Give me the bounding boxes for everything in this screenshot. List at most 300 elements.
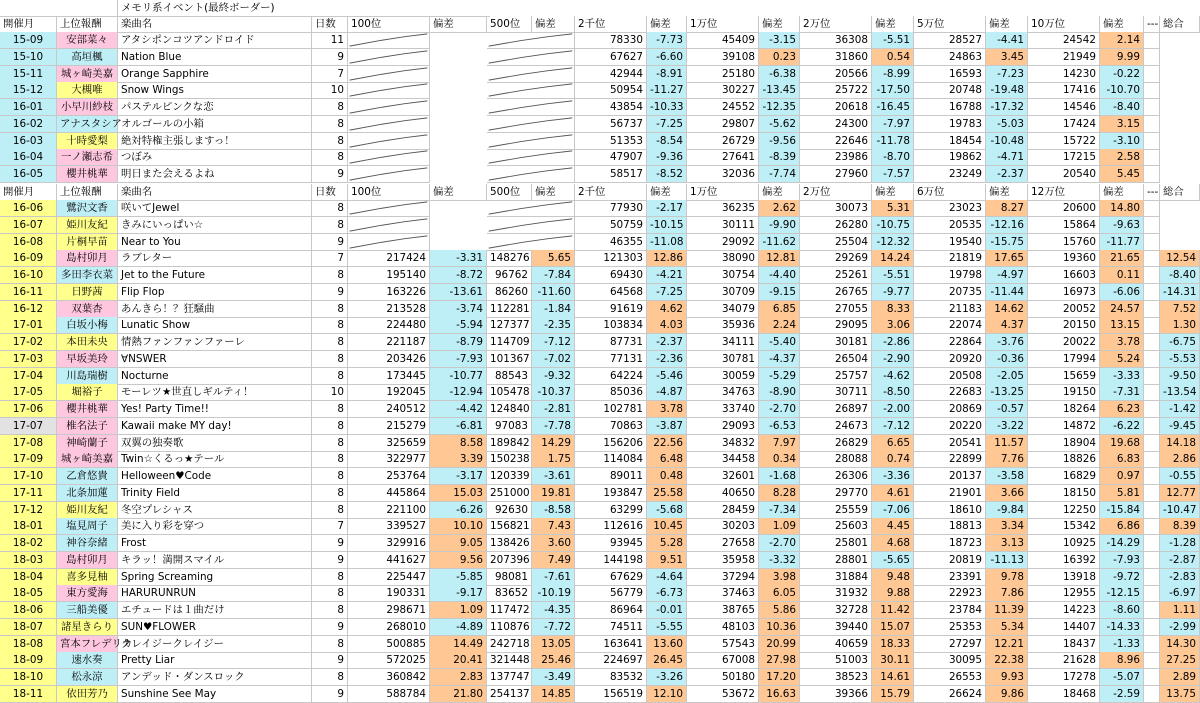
song-title-cell[interactable]: オルゴールの小箱 [118,116,312,133]
border-score-cell[interactable]: 24552 [687,99,759,116]
deviation-cell[interactable]: 3.66 [986,485,1028,502]
month-cell[interactable]: 16-03 [0,133,57,150]
deviation-cell[interactable]: -7.93 [1100,552,1144,569]
month-cell[interactable]: 18-01 [0,518,57,535]
border-score-cell[interactable]: 114084 [575,451,647,468]
deviation-cell[interactable]: -7.61 [532,569,575,586]
month-cell[interactable]: 16-05 [0,166,57,183]
song-title-cell[interactable]: Orange Sapphire [118,66,312,83]
deviation-cell[interactable]: 15.07 [872,619,914,636]
deviation-cell[interactable]: 25.46 [532,652,575,669]
idol-name-cell[interactable]: 島村卯月 [57,250,118,267]
deviation-cell[interactable]: -9.63 [1100,217,1144,234]
border-score-cell[interactable]: 26280 [800,217,872,234]
total-deviation-cell[interactable]: -14.31 [1160,284,1200,301]
border-score-cell[interactable]: 148276 [487,250,532,267]
border-score-cell[interactable]: 20735 [914,284,986,301]
deviation-cell[interactable]: 25.58 [647,485,687,502]
deviation-cell[interactable]: -6.53 [759,418,800,435]
deviation-cell[interactable]: -0.36 [986,351,1028,368]
deviation-cell[interactable]: -9.77 [872,284,914,301]
border-score-cell[interactable]: 87731 [575,334,647,351]
border-score-cell[interactable]: 26306 [800,468,872,485]
header-cell[interactable]: 偏差 [986,16,1028,33]
border-score-cell[interactable]: 207396 [487,552,532,569]
deviation-cell[interactable]: 5.45 [1100,166,1144,183]
border-score-cell[interactable]: 112616 [575,518,647,535]
border-score-cell[interactable]: 50759 [575,217,647,234]
song-title-cell[interactable]: ラブレター [118,250,312,267]
border-score-cell[interactable]: 63299 [575,502,647,519]
border-score-cell[interactable]: 114709 [487,334,532,351]
header-cell[interactable]: 楽曲名 [118,184,312,201]
days-cell[interactable]: 8 [312,602,348,619]
deviation-cell[interactable]: -2.36 [647,351,687,368]
deviation-cell[interactable]: -4.64 [647,569,687,586]
trend-sparkline[interactable] [348,116,430,133]
deviation-cell[interactable]: 13.15 [1100,317,1144,334]
deviation-cell[interactable]: -8.91 [647,66,687,83]
deviation-cell[interactable]: -5.85 [430,569,487,586]
idol-name-cell[interactable]: 鷺沢文香 [57,200,118,217]
days-cell[interactable]: 8 [312,451,348,468]
song-title-cell[interactable]: Flip Flop [118,284,312,301]
song-title-cell[interactable]: アタシポンコツアンドロイド [118,32,312,49]
deviation-cell[interactable]: -6.22 [1100,418,1144,435]
border-score-cell[interactable]: 18904 [1028,435,1100,452]
deviation-cell[interactable]: -10.33 [647,99,687,116]
deviation-cell[interactable]: 12.86 [647,250,687,267]
border-score-cell[interactable]: 50180 [687,669,759,686]
song-title-cell[interactable]: アンデッド・ダンスロック [118,669,312,686]
deviation-cell[interactable]: -7.93 [430,351,487,368]
border-score-cell[interactable] [1144,133,1160,150]
border-score-cell[interactable]: 17416 [1028,82,1100,99]
border-score-cell[interactable] [1144,451,1160,468]
border-score-cell[interactable]: 572025 [348,652,430,669]
deviation-cell[interactable]: 20.99 [759,636,800,653]
days-cell[interactable]: 8 [312,334,348,351]
border-score-cell[interactable]: 298671 [348,602,430,619]
border-score-cell[interactable]: 445864 [348,485,430,502]
idol-name-cell[interactable]: 城ヶ崎美嘉 [57,451,118,468]
border-score-cell[interactable]: 85036 [575,384,647,401]
border-score-cell[interactable]: 25603 [800,518,872,535]
header-cell[interactable]: 1万位 [687,184,759,201]
border-score-cell[interactable] [1144,502,1160,519]
month-cell[interactable]: 17-10 [0,468,57,485]
deviation-cell[interactable]: -5.07 [1100,669,1144,686]
trend-sparkline[interactable] [348,133,430,150]
border-score-cell[interactable]: 19360 [1028,250,1100,267]
deviation-cell[interactable]: 9.88 [872,585,914,602]
border-score-cell[interactable]: 25722 [800,82,872,99]
border-score-cell[interactable]: 51353 [575,133,647,150]
deviation-cell[interactable]: -3.17 [430,468,487,485]
days-cell[interactable]: 7 [312,66,348,83]
deviation-cell[interactable]: 5.31 [872,200,914,217]
month-cell[interactable]: 16-10 [0,267,57,284]
deviation-cell[interactable]: -10.48 [986,133,1028,150]
song-title-cell[interactable]: Lunatic Show [118,317,312,334]
deviation-cell[interactable]: 8.28 [759,485,800,502]
border-score-cell[interactable]: 20748 [914,82,986,99]
border-score-cell[interactable]: 19540 [914,234,986,251]
total-deviation-cell[interactable]: -9.50 [1160,368,1200,385]
border-score-cell[interactable]: 21183 [914,301,986,318]
header-cell[interactable]: 500位 [487,16,532,33]
border-score-cell[interactable]: 26765 [800,284,872,301]
deviation-cell[interactable]: -15.75 [986,234,1028,251]
border-score-cell[interactable]: 225447 [348,569,430,586]
border-score-cell[interactable]: 50954 [575,82,647,99]
idol-name-cell[interactable]: 本田未央 [57,334,118,351]
deviation-cell[interactable]: -2.35 [532,317,575,334]
border-score-cell[interactable]: 217424 [348,250,430,267]
header-cell[interactable]: 上位報酬 [57,16,118,33]
header-cell[interactable]: 500位 [487,184,532,201]
days-cell[interactable]: 8 [312,149,348,166]
total-deviation-cell[interactable]: 14.18 [1160,435,1200,452]
deviation-cell[interactable]: -6.26 [430,502,487,519]
month-cell[interactable]: 16-12 [0,301,57,318]
deviation-cell[interactable]: -7.78 [532,418,575,435]
border-score-cell[interactable]: 40659 [800,636,872,653]
deviation-cell[interactable]: 3.45 [986,49,1028,66]
border-score-cell[interactable] [1144,166,1160,183]
deviation-cell[interactable]: -7.97 [872,116,914,133]
deviation-cell[interactable]: -11.13 [986,552,1028,569]
border-score-cell[interactable] [1144,636,1160,653]
border-score-cell[interactable] [1144,317,1160,334]
border-score-cell[interactable]: 34458 [687,451,759,468]
deviation-cell[interactable]: -11.62 [759,234,800,251]
border-score-cell[interactable]: 30711 [800,384,872,401]
deviation-cell[interactable]: -9.15 [759,284,800,301]
deviation-cell[interactable]: -6.81 [430,418,487,435]
deviation-cell[interactable]: -3.15 [759,32,800,49]
header-cell[interactable]: 5万位 [914,16,986,33]
border-score-cell[interactable]: 30781 [687,351,759,368]
trend-sparkline[interactable] [348,234,430,251]
border-score-cell[interactable]: 22646 [800,133,872,150]
total-deviation-cell[interactable]: 8.39 [1160,518,1200,535]
border-score-cell[interactable]: 120339 [487,468,532,485]
total-deviation-cell[interactable]: -13.54 [1160,384,1200,401]
border-score-cell[interactable]: 15760 [1028,234,1100,251]
deviation-cell[interactable]: -4.42 [430,401,487,418]
border-score-cell[interactable]: 64224 [575,368,647,385]
days-cell[interactable]: 11 [312,32,348,49]
deviation-cell[interactable]: -8.40 [1100,99,1144,116]
header-cell[interactable]: --- [1144,16,1160,33]
border-score-cell[interactable]: 16593 [914,66,986,83]
header-cell[interactable]: 偏差 [872,184,914,201]
border-score-cell[interactable]: 34079 [687,301,759,318]
border-score-cell[interactable] [1144,301,1160,318]
deviation-cell[interactable]: -7.34 [759,502,800,519]
border-score-cell[interactable]: 27641 [687,149,759,166]
days-cell[interactable]: 9 [312,49,348,66]
song-title-cell[interactable]: 美に入り彩を穿つ [118,518,312,535]
song-title-cell[interactable]: Kawaii make MY day! [118,418,312,435]
deviation-cell[interactable]: 16.63 [759,686,800,703]
deviation-cell[interactable]: 11.39 [986,602,1028,619]
month-cell[interactable]: 17-07 [0,418,57,435]
border-score-cell[interactable]: 88543 [487,368,532,385]
border-score-cell[interactable]: 22864 [914,334,986,351]
border-score-cell[interactable]: 24300 [800,116,872,133]
border-score-cell[interactable]: 18437 [1028,636,1100,653]
border-score-cell[interactable]: 29093 [687,418,759,435]
deviation-cell[interactable]: -4.37 [759,351,800,368]
header-cell[interactable]: 偏差 [1100,16,1144,33]
days-cell[interactable]: 9 [312,619,348,636]
deviation-cell[interactable]: 1.75 [532,451,575,468]
idol-name-cell[interactable]: 諸星きらり [57,619,118,636]
deviation-cell[interactable]: -4.21 [647,267,687,284]
border-score-cell[interactable]: 18723 [914,535,986,552]
deviation-cell[interactable]: 3.34 [986,518,1028,535]
deviation-cell[interactable]: 3.78 [1100,334,1144,351]
border-score-cell[interactable]: 329916 [348,535,430,552]
deviation-cell[interactable]: -6.06 [1100,284,1144,301]
border-score-cell[interactable]: 67627 [575,49,647,66]
deviation-cell[interactable]: 3.13 [986,535,1028,552]
border-score-cell[interactable]: 38090 [687,250,759,267]
border-score-cell[interactable]: 13918 [1028,569,1100,586]
border-score-cell[interactable]: 39440 [800,619,872,636]
total-deviation-cell[interactable]: 7.52 [1160,301,1200,318]
days-cell[interactable]: 8 [312,267,348,284]
idol-name-cell[interactable]: 速水奏 [57,652,118,669]
deviation-cell[interactable]: 8.96 [1100,652,1144,669]
deviation-cell[interactable]: -5.62 [759,116,800,133]
total-deviation-cell[interactable]: -2.87 [1160,552,1200,569]
deviation-cell[interactable]: 12.81 [759,250,800,267]
deviation-cell[interactable]: -15.84 [1100,502,1144,519]
month-cell[interactable]: 15-11 [0,66,57,83]
border-score-cell[interactable]: 96762 [487,267,532,284]
deviation-cell[interactable]: -6.38 [759,66,800,83]
trend-sparkline[interactable] [348,99,430,116]
deviation-cell[interactable]: -11.78 [872,133,914,150]
header-cell[interactable]: 開催月 [0,184,57,201]
border-score-cell[interactable]: 29770 [800,485,872,502]
border-score-cell[interactable]: 224697 [575,652,647,669]
border-score-cell[interactable]: 23023 [914,200,986,217]
deviation-cell[interactable]: 7.43 [532,518,575,535]
border-score-cell[interactable]: 193847 [575,485,647,502]
deviation-cell[interactable]: -5.94 [430,317,487,334]
deviation-cell[interactable]: 0.34 [759,451,800,468]
border-score-cell[interactable] [1144,49,1160,66]
border-score-cell[interactable]: 30709 [687,284,759,301]
deviation-cell[interactable]: 3.15 [1100,116,1144,133]
border-score-cell[interactable]: 25353 [914,619,986,636]
border-score-cell[interactable]: 25261 [800,267,872,284]
deviation-cell[interactable]: 4.45 [872,518,914,535]
border-score-cell[interactable]: 86260 [487,284,532,301]
idol-name-cell[interactable]: 東方愛海 [57,585,118,602]
deviation-cell[interactable]: -9.72 [1100,569,1144,586]
deviation-cell[interactable]: -5.55 [647,619,687,636]
idol-name-cell[interactable]: 北条加蓮 [57,485,118,502]
border-score-cell[interactable]: 83532 [575,669,647,686]
days-cell[interactable]: 8 [312,301,348,318]
border-score-cell[interactable]: 16603 [1028,267,1100,284]
header-cell[interactable]: 偏差 [759,16,800,33]
idol-name-cell[interactable]: 双葉杏 [57,301,118,318]
song-title-cell[interactable]: Sunshine See May [118,686,312,703]
border-score-cell[interactable]: 16829 [1028,468,1100,485]
deviation-cell[interactable]: -3.61 [532,468,575,485]
deviation-cell[interactable]: -12.94 [430,384,487,401]
border-score-cell[interactable]: 91619 [575,301,647,318]
border-score-cell[interactable]: 253764 [348,468,430,485]
month-cell[interactable]: 15-09 [0,32,57,49]
border-score-cell[interactable]: 20819 [914,552,986,569]
idol-name-cell[interactable]: 依田芳乃 [57,686,118,703]
song-title-cell[interactable]: Near to You [118,234,312,251]
month-cell[interactable]: 16-06 [0,200,57,217]
song-title-cell[interactable]: クレイジークレイジー [118,636,312,653]
deviation-cell[interactable]: -2.90 [872,351,914,368]
border-score-cell[interactable]: 39366 [800,686,872,703]
border-score-cell[interactable]: 268010 [348,619,430,636]
border-score-cell[interactable] [1144,535,1160,552]
border-score-cell[interactable]: 26553 [914,669,986,686]
deviation-cell[interactable]: 17.65 [986,250,1028,267]
border-score-cell[interactable]: 58517 [575,166,647,183]
month-cell[interactable]: 17-01 [0,317,57,334]
border-score-cell[interactable] [1144,418,1160,435]
song-title-cell[interactable]: Twin☆くるっ★テール [118,451,312,468]
border-score-cell[interactable]: 57543 [687,636,759,653]
header-cell[interactable]: 偏差 [872,16,914,33]
header-cell[interactable]: 総合 [1160,16,1200,33]
days-cell[interactable]: 8 [312,418,348,435]
border-score-cell[interactable] [1144,234,1160,251]
border-score-cell[interactable] [1144,351,1160,368]
border-score-cell[interactable]: 70863 [575,418,647,435]
header-cell[interactable]: 2千位 [575,16,647,33]
border-score-cell[interactable]: 203426 [348,351,430,368]
border-score-cell[interactable]: 190331 [348,585,430,602]
month-cell[interactable]: 17-06 [0,401,57,418]
deviation-cell[interactable]: 10.36 [759,619,800,636]
border-score-cell[interactable]: 195140 [348,267,430,284]
song-title-cell[interactable]: Nocturne [118,368,312,385]
border-score-cell[interactable]: 110876 [487,619,532,636]
total-deviation-cell[interactable]: 12.77 [1160,485,1200,502]
deviation-cell[interactable]: 22.56 [647,435,687,452]
days-cell[interactable]: 8 [312,133,348,150]
border-score-cell[interactable] [1144,686,1160,703]
deviation-cell[interactable]: 11.57 [986,435,1028,452]
border-score-cell[interactable]: 31932 [800,585,872,602]
header-cell[interactable]: 偏差 [647,16,687,33]
idol-name-cell[interactable]: 十時愛梨 [57,133,118,150]
days-cell[interactable]: 7 [312,250,348,267]
deviation-cell[interactable]: 12.10 [647,686,687,703]
days-cell[interactable]: 8 [312,200,348,217]
month-cell[interactable]: 18-02 [0,535,57,552]
border-score-cell[interactable]: 254137 [487,686,532,703]
deviation-cell[interactable]: -5.51 [872,32,914,49]
border-score-cell[interactable]: 38523 [800,669,872,686]
deviation-cell[interactable]: -12.15 [1100,585,1144,602]
deviation-cell[interactable]: -2.70 [759,535,800,552]
deviation-cell[interactable]: -9.90 [759,217,800,234]
deviation-cell[interactable]: -9.32 [532,368,575,385]
deviation-cell[interactable]: -7.72 [532,619,575,636]
song-title-cell[interactable]: Pretty Liar [118,652,312,669]
deviation-cell[interactable]: -5.29 [759,368,800,385]
border-score-cell[interactable]: 30754 [687,267,759,284]
deviation-cell[interactable]: 27.98 [759,652,800,669]
border-score-cell[interactable]: 34763 [687,384,759,401]
border-score-cell[interactable]: 78330 [575,32,647,49]
total-deviation-cell[interactable]: -2.83 [1160,569,1200,586]
days-cell[interactable]: 10 [312,82,348,99]
border-score-cell[interactable]: 10925 [1028,535,1100,552]
border-score-cell[interactable]: 43854 [575,99,647,116]
border-score-cell[interactable]: 19798 [914,267,986,284]
deviation-cell[interactable]: -4.40 [759,267,800,284]
deviation-cell[interactable]: -11.77 [1100,234,1144,251]
deviation-cell[interactable]: 4.03 [647,317,687,334]
deviation-cell[interactable]: -3.58 [986,468,1028,485]
month-cell[interactable]: 16-09 [0,250,57,267]
song-title-cell[interactable]: 双翼の独奏歌 [118,435,312,452]
border-score-cell[interactable]: 16788 [914,99,986,116]
border-score-cell[interactable]: 15659 [1028,368,1100,385]
deviation-cell[interactable]: -3.22 [986,418,1028,435]
border-score-cell[interactable]: 18468 [1028,686,1100,703]
deviation-cell[interactable]: -4.97 [986,267,1028,284]
deviation-cell[interactable]: -10.70 [1100,82,1144,99]
border-score-cell[interactable] [1144,401,1160,418]
idol-name-cell[interactable]: 姫川友紀 [57,217,118,234]
month-cell[interactable]: 16-07 [0,217,57,234]
border-score-cell[interactable]: 215279 [348,418,430,435]
month-cell[interactable]: 18-11 [0,686,57,703]
deviation-cell[interactable]: 1.09 [759,518,800,535]
border-score-cell[interactable]: 20566 [800,66,872,83]
total-deviation-cell[interactable]: 14.30 [1160,636,1200,653]
border-score-cell[interactable]: 74511 [575,619,647,636]
border-score-cell[interactable]: 26829 [800,435,872,452]
deviation-cell[interactable]: 9.99 [1100,49,1144,66]
header-cell[interactable]: 12万位 [1028,184,1100,201]
deviation-cell[interactable]: -11.08 [647,234,687,251]
song-title-cell[interactable]: 冬空プレシャス [118,502,312,519]
song-title-cell[interactable]: エチュードは１曲だけ [118,602,312,619]
border-score-cell[interactable]: 38765 [687,602,759,619]
deviation-cell[interactable]: 0.11 [1100,267,1144,284]
border-score-cell[interactable]: 124840 [487,401,532,418]
border-score-cell[interactable]: 150238 [487,451,532,468]
deviation-cell[interactable]: 2.14 [1100,32,1144,49]
trend-sparkline[interactable] [487,49,575,66]
border-score-cell[interactable]: 23391 [914,569,986,586]
border-score-cell[interactable]: 251000 [487,485,532,502]
border-score-cell[interactable]: 156821 [487,518,532,535]
header-cell[interactable]: 日数 [312,184,348,201]
border-score-cell[interactable]: 15864 [1028,217,1100,234]
border-score-cell[interactable]: 39108 [687,49,759,66]
